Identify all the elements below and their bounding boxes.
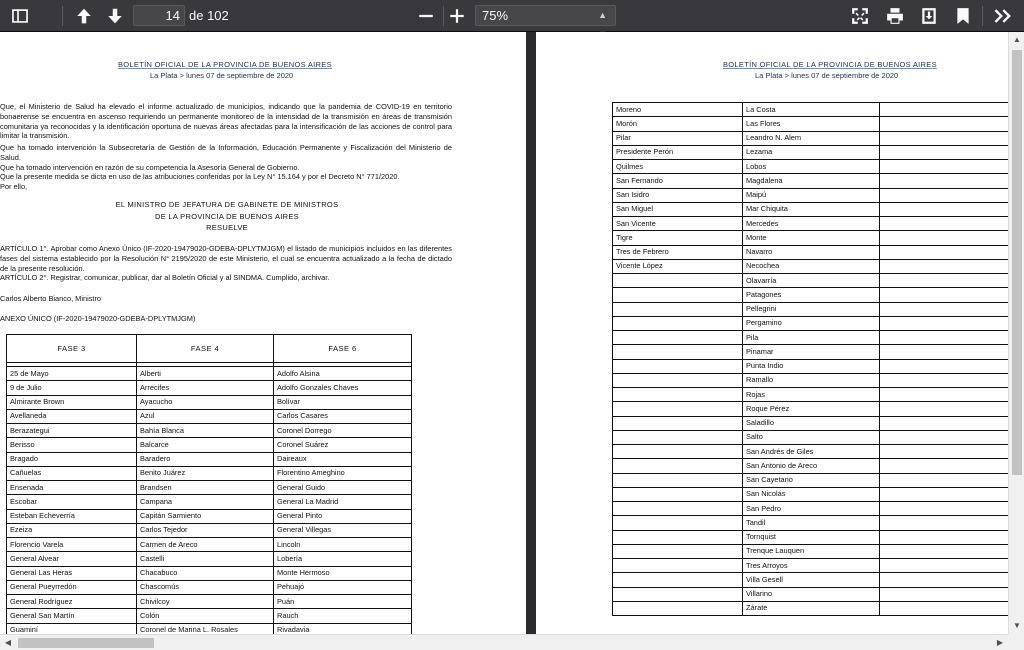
table-cell: Tigre <box>613 231 743 245</box>
table-cell <box>613 345 743 359</box>
table-row <box>613 516 1009 530</box>
table-cell <box>613 416 743 430</box>
table-cell <box>613 573 743 587</box>
table-row <box>613 103 1009 117</box>
resuelve-heading: RESUELVE <box>206 223 248 232</box>
table-cell: Lincoln <box>274 538 412 552</box>
table-cell: General La Madrid <box>274 495 412 509</box>
previous-page-icon[interactable] <box>72 4 96 28</box>
horizontal-scrollbar[interactable] <box>0 634 1008 650</box>
table-cell: Rivadavia <box>274 623 412 634</box>
table-cell: Carlos Casares <box>274 409 412 423</box>
table-row <box>7 424 412 438</box>
bookmark-icon[interactable] <box>951 4 975 28</box>
bulletin-date: La Plata > lunes 07 de septiembre de 2020 <box>755 71 899 80</box>
bulletin-title: BOLETÍN OFICIAL DE LA PROVINCIA DE BUENOS AIRES <box>118 60 332 69</box>
table-cell: Florentino Ameghino <box>274 466 412 480</box>
table-row <box>613 202 1009 216</box>
table-cell: General Rodríguez <box>7 595 137 609</box>
table-cell <box>613 601 743 615</box>
table-cell: San Andrés de Giles <box>743 445 880 459</box>
table-header-row <box>7 335 412 363</box>
table-cell: Chascomús <box>137 580 274 594</box>
table-cell <box>880 302 1009 316</box>
download-icon[interactable] <box>917 4 941 28</box>
annex-heading: ANEXO ÚNICO (IF-2020-19479020-GDEBA-DPLYTMJGM) <box>0 314 196 323</box>
articulo-1: ARTÍCULO 1°. Aprobar como Anexo Único (IF-2020-19479020-GDEBA-DPLYTMJGM) el listado de municipios incluidos en las diferentes fases del sistema establecido por la Resolución N° 2195/2020 de este Ministerio, el cual se encuentra actualizado a la fecha de dictado de la presente resolución. <box>0 244 452 273</box>
table-cell <box>880 131 1009 145</box>
table-cell <box>880 402 1009 416</box>
table-cell: Escobar <box>7 495 137 509</box>
table-cell <box>880 359 1009 373</box>
table-row <box>7 509 412 523</box>
table-cell <box>613 274 743 288</box>
horizontal-scroll-thumb[interactable] <box>18 638 154 648</box>
table-row <box>613 373 1009 387</box>
table-cell: Ramallo <box>743 373 880 387</box>
table-cell: Balcarce <box>137 438 274 452</box>
table-cell <box>613 302 743 316</box>
table-cell <box>880 103 1009 117</box>
table-cell <box>880 217 1009 231</box>
table-cell: General Pueyrredón <box>7 580 137 594</box>
table-cell <box>613 487 743 501</box>
table-cell <box>613 544 743 558</box>
table-cell: Moreno <box>613 103 743 117</box>
table-cell: General Pinto <box>274 509 412 523</box>
table-cell: Villarino <box>743 587 880 601</box>
table-row <box>7 580 412 594</box>
table-cell: Maipú <box>743 188 880 202</box>
table-cell: Lezama <box>743 145 880 159</box>
table-cell: Zárate <box>743 601 880 615</box>
table-cell <box>613 288 743 302</box>
table-cell: Ezeiza <box>7 523 137 537</box>
table-cell <box>613 402 743 416</box>
table-cell: Adolfo Gonzales Chaves <box>274 381 412 395</box>
table-row <box>613 231 1009 245</box>
table-cell: Chivilcoy <box>137 595 274 609</box>
table-cell <box>880 416 1009 430</box>
table-cell: Las Flores <box>743 117 880 131</box>
paragraph: Que, el Ministerio de Salud ha elevado el informe actualizado de municipios, indicando que la pandemia de COVID-19 en territorio bonaerense se encuentra en ascenso requiriendo un permanente monitoreo de la intensidad de la transmisión en áreas de transmisión comunitaria ya reconocidas y la identificación oportuna de nuevas áreas afectadas para la intensificación de las acciones de control para limitar la transmisión. <box>0 102 452 141</box>
table-row <box>613 160 1009 174</box>
table-cell: San Pedro <box>743 502 880 516</box>
table-cell: Bahía Blanca <box>137 424 274 438</box>
table-cell <box>613 445 743 459</box>
table-cell <box>880 288 1009 302</box>
paragraph: Que ha tomado intervención en razón de su competencia la Asesoría General de Gobierno. <box>0 163 300 172</box>
table-cell: Leandro N. Alem <box>743 131 880 145</box>
table-cell: 9 de Julio <box>7 381 137 395</box>
table-cell: Esteban Echeverría <box>7 509 137 523</box>
table-row <box>613 587 1009 601</box>
table-cell <box>880 274 1009 288</box>
table-row <box>613 388 1009 402</box>
table-row <box>7 367 412 381</box>
signature-line: Carlos Alberto Bianco, Ministro <box>0 294 102 303</box>
table-cell: Morón <box>613 117 743 131</box>
table-cell: Presidente Perón <box>613 145 743 159</box>
table-cell <box>613 459 743 473</box>
table-cell <box>613 516 743 530</box>
chevron-updown-icon: ▲ <box>598 10 607 20</box>
table-row <box>613 302 1009 316</box>
paragraph: Que la presente medida se dicta en uso de las atribuciones conferidas por la Ley N° 15.164 y por el Decreto N° 771/2020. <box>0 172 400 181</box>
table-row <box>613 217 1009 231</box>
table-cell: Navarro <box>743 245 880 259</box>
table-cell: General Las Heras <box>7 566 137 580</box>
zoom-select[interactable] <box>475 5 616 26</box>
articulo-2: ARTÍCULO 2°. Registrar, comunicar, publicar, dar al Boletín Oficial y al SINDMA. Cumplido, archivar. <box>0 273 330 282</box>
table-cell: Castelli <box>137 552 274 566</box>
table-cell: San Miguel <box>613 202 743 216</box>
table-row <box>613 473 1009 487</box>
table-cell: Villa Gesell <box>743 573 880 587</box>
table-row <box>7 438 412 452</box>
table-cell: Saladillo <box>743 416 880 430</box>
table-cell <box>880 430 1009 444</box>
table-cell: Tres Arroyos <box>743 559 880 573</box>
pdf-toolbar <box>0 0 1024 32</box>
table-row <box>613 131 1009 145</box>
table-cell: Cañuelas <box>7 466 137 480</box>
table-row <box>613 559 1009 573</box>
table-row <box>613 259 1009 273</box>
table-row <box>7 623 412 634</box>
table-cell: General San Martín <box>7 609 137 623</box>
table-row <box>613 174 1009 188</box>
table-row <box>613 445 1009 459</box>
table-cell: San Antonio de Areco <box>743 459 880 473</box>
table-cell: Avellaneda <box>7 409 137 423</box>
table-cell <box>613 430 743 444</box>
table-cell: Carmen de Areco <box>137 538 274 552</box>
table-row <box>7 566 412 580</box>
table-cell <box>880 373 1009 387</box>
table-cell: Tandil <box>743 516 880 530</box>
column-header-fase-6: FASE 6 <box>274 335 412 363</box>
table-cell: Capitán Sarmiento <box>137 509 274 523</box>
table-cell: Olavarría <box>743 274 880 288</box>
table-cell: General Alvear <box>7 552 137 566</box>
table-row <box>7 495 412 509</box>
table-cell: Daireaux <box>274 452 412 466</box>
zoom-in-icon[interactable] <box>445 4 469 28</box>
table-row <box>7 409 412 423</box>
table-cell: Berisso <box>7 438 137 452</box>
table-cell: Tres de Febrero <box>613 245 743 259</box>
vertical-scroll-thumb[interactable] <box>1012 50 1022 475</box>
table-cell <box>880 445 1009 459</box>
table-cell: Colón <box>137 609 274 623</box>
tools-menu-icon[interactable] <box>991 4 1015 28</box>
table-cell: Rojas <box>743 388 880 402</box>
table-cell: Pinamar <box>743 345 880 359</box>
table-cell: Guaminí <box>7 623 137 634</box>
table-cell <box>880 145 1009 159</box>
table-cell: Coronel de Marina L. Rosales <box>137 623 274 634</box>
table-cell: Roque Pérez <box>743 402 880 416</box>
table-cell <box>880 117 1009 131</box>
table-cell <box>613 502 743 516</box>
table-row <box>613 245 1009 259</box>
table-row <box>613 288 1009 302</box>
table-cell: Arrecifes <box>137 381 274 395</box>
table-cell: Quilmes <box>613 160 743 174</box>
table-cell <box>613 473 743 487</box>
table-cell: Monte <box>743 231 880 245</box>
scroll-right-icon[interactable]: ▶ <box>996 638 1004 647</box>
table-cell: Vicente López <box>613 259 743 273</box>
table-cell <box>880 388 1009 402</box>
table-cell <box>613 373 743 387</box>
table-cell: San Fernando <box>613 174 743 188</box>
table-cell <box>880 516 1009 530</box>
table-row <box>613 573 1009 587</box>
table-cell: Puán <box>274 595 412 609</box>
table-cell <box>880 601 1009 615</box>
table-cell: Salto <box>743 430 880 444</box>
table-cell <box>613 316 743 330</box>
table-cell <box>880 174 1009 188</box>
table-cell: Pila <box>743 331 880 345</box>
table-cell <box>880 573 1009 587</box>
table-cell <box>880 559 1009 573</box>
bulletin-date: La Plata > lunes 07 de septiembre de 2020 <box>150 71 294 80</box>
table-cell: La Costa <box>743 103 880 117</box>
table-cell: Baradero <box>137 452 274 466</box>
presentation-mode-icon[interactable] <box>848 4 872 28</box>
table-cell <box>880 502 1009 516</box>
table-row <box>7 481 412 495</box>
table-cell: Azul <box>137 409 274 423</box>
table-row <box>613 359 1009 373</box>
table-cell: Almirante Brown <box>7 395 137 409</box>
table-cell: San Vicente <box>613 217 743 231</box>
sidebar-toggle-icon[interactable] <box>8 4 32 28</box>
table-cell: Pehuajó <box>274 580 412 594</box>
table-cell: Bragado <box>7 452 137 466</box>
table-cell: General Guido <box>274 481 412 495</box>
table-cell <box>880 259 1009 273</box>
table-row <box>7 466 412 480</box>
table-cell: Coronel Dorrego <box>274 424 412 438</box>
table-row <box>7 595 412 609</box>
table-cell <box>880 245 1009 259</box>
table-cell: Patagones <box>743 288 880 302</box>
table-cell <box>880 487 1009 501</box>
table-cell: Punta Indio <box>743 359 880 373</box>
table-cell: Adolfo Alsina <box>274 367 412 381</box>
table-cell: Rauch <box>274 609 412 623</box>
table-row <box>613 402 1009 416</box>
table-cell <box>613 559 743 573</box>
column-header-fase-4: FASE 4 <box>137 335 274 363</box>
minister-heading-2: DE LA PROVINCIA DE BUENOS AIRES <box>155 212 299 221</box>
table-cell <box>613 388 743 402</box>
next-page-icon[interactable] <box>103 4 127 28</box>
toolbar-separator <box>982 6 983 26</box>
table-cell: 25 de Mayo <box>7 367 137 381</box>
pdf-page-right <box>536 32 1008 634</box>
table-cell <box>880 587 1009 601</box>
minister-heading-1: EL MINISTRO DE JEFATURA DE GABINETE DE MINISTROS <box>115 200 339 209</box>
vertical-scrollbar[interactable] <box>1008 32 1024 634</box>
table-row <box>613 502 1009 516</box>
table-row <box>7 552 412 566</box>
table-cell: San Cayetano <box>743 473 880 487</box>
table-row <box>7 395 412 409</box>
table-row <box>7 452 412 466</box>
bulletin-title: BOLETÍN OFICIAL DE LA PROVINCIA DE BUENOS AIRES <box>723 60 937 69</box>
page-number-input[interactable] <box>133 5 185 26</box>
table-row <box>7 381 412 395</box>
table-row <box>613 544 1009 558</box>
table-cell: Monte Hermoso <box>274 566 412 580</box>
table-cell: Brandsen <box>137 481 274 495</box>
phase-table-right <box>612 102 1008 616</box>
table-cell: Lobería <box>274 552 412 566</box>
table-cell <box>880 231 1009 245</box>
toolbar-separator <box>443 6 444 26</box>
scroll-down-icon[interactable]: ▼ <box>1013 621 1021 630</box>
phase-table-left <box>6 334 412 634</box>
table-cell: Magdalena <box>743 174 880 188</box>
table-cell: Mar Chiquita <box>743 202 880 216</box>
table-cell <box>613 331 743 345</box>
table-row <box>613 601 1009 615</box>
table-row <box>613 188 1009 202</box>
print-icon[interactable] <box>883 4 907 28</box>
table-cell <box>880 345 1009 359</box>
table-cell: San Isidro <box>613 188 743 202</box>
table-cell: Pilar <box>613 131 743 145</box>
table-cell: Pergamino <box>743 316 880 330</box>
table-row <box>7 523 412 537</box>
table-cell: Bolívar <box>274 395 412 409</box>
table-cell <box>880 530 1009 544</box>
table-row <box>613 530 1009 544</box>
page-count-label: de 102 <box>189 8 229 23</box>
table-cell <box>613 530 743 544</box>
table-cell: Alberti <box>137 367 274 381</box>
table-cell: Campana <box>137 495 274 509</box>
table-cell: Ensenada <box>7 481 137 495</box>
table-cell: Mercedes <box>743 217 880 231</box>
table-row <box>613 331 1009 345</box>
table-row <box>7 538 412 552</box>
table-row <box>613 459 1009 473</box>
table-row <box>613 430 1009 444</box>
table-row <box>613 274 1009 288</box>
scroll-up-icon[interactable]: ▲ <box>1013 35 1021 44</box>
table-row <box>7 609 412 623</box>
table-cell <box>880 473 1009 487</box>
table-cell <box>880 160 1009 174</box>
table-cell: Pellegrini <box>743 302 880 316</box>
table-cell: General Villegas <box>274 523 412 537</box>
table-cell <box>613 359 743 373</box>
document-viewer[interactable] <box>0 32 1008 634</box>
scroll-left-icon[interactable]: ◀ <box>4 638 12 647</box>
table-row <box>613 316 1009 330</box>
table-cell: Carlos Tejedor <box>137 523 274 537</box>
table-cell <box>880 202 1009 216</box>
table-cell: Necochea <box>743 259 880 273</box>
zoom-select-value: 75% <box>482 8 509 23</box>
table-cell <box>880 544 1009 558</box>
paragraph: Por ello, <box>0 182 28 191</box>
table-cell: Coronel Suárez <box>274 438 412 452</box>
zoom-out-icon[interactable] <box>414 4 438 28</box>
table-row <box>613 117 1009 131</box>
table-cell: Chacabuco <box>137 566 274 580</box>
table-cell <box>880 331 1009 345</box>
scrollbar-corner <box>1008 634 1024 650</box>
table-cell <box>613 587 743 601</box>
pdf-page-left <box>0 32 526 634</box>
table-cell <box>880 188 1009 202</box>
table-cell: Tornquist <box>743 530 880 544</box>
table-row <box>613 345 1009 359</box>
table-cell: Trenque Lauquen <box>743 544 880 558</box>
table-cell: San Nicolás <box>743 487 880 501</box>
table-cell: Ayacucho <box>137 395 274 409</box>
paragraph: Que ha tomado intervención la Subsecretaría de Gestión de la Información, Educación Permanente y Fiscalización del Ministerio de Salud. <box>0 143 452 162</box>
table-cell <box>880 316 1009 330</box>
table-row <box>613 487 1009 501</box>
table-row <box>613 416 1009 430</box>
table-cell: Florencio Varela <box>7 538 137 552</box>
table-cell: Benito Juárez <box>137 466 274 480</box>
table-cell: Berazategui <box>7 424 137 438</box>
table-row <box>613 145 1009 159</box>
table-cell: Lobos <box>743 160 880 174</box>
table-cell <box>880 459 1009 473</box>
column-header-fase-3: FASE 3 <box>7 335 137 363</box>
toolbar-separator <box>62 6 63 26</box>
